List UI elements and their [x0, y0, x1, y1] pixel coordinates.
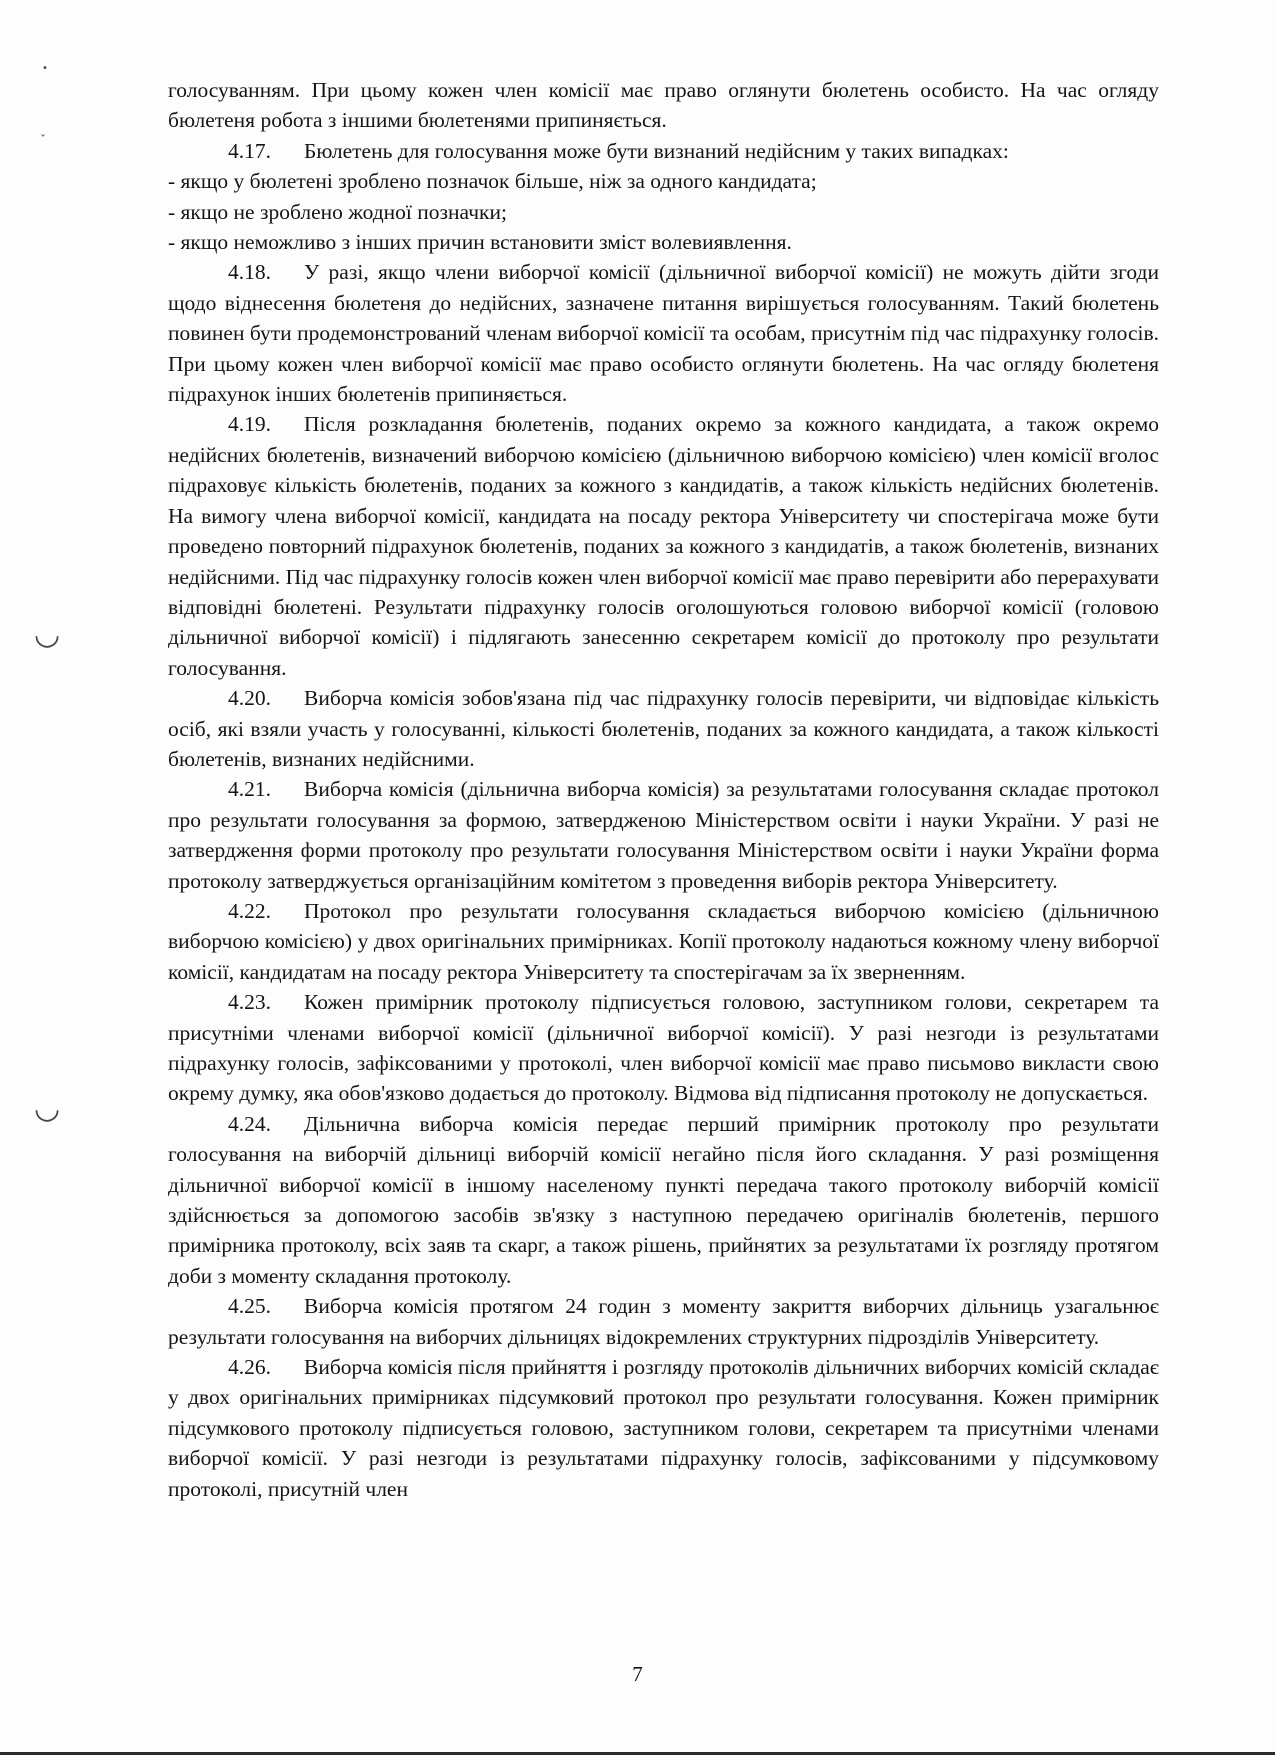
paragraph-4-22	[168, 896, 1159, 987]
paragraph-text: Бюлетень для голосування може бути визнаний недійсним у таких випадках:	[304, 138, 1009, 163]
paragraph-number: 4.26.	[228, 1355, 271, 1380]
paragraph-number: 4.18.	[228, 260, 271, 285]
document-body	[168, 75, 1159, 1504]
binder-hole-mark-upper: ◡	[34, 617, 61, 652]
page-number: 7	[632, 1662, 643, 1686]
paragraph-number: 4.23.	[228, 990, 271, 1015]
paragraph-4-20	[168, 683, 1159, 774]
scan-dot-mark: •	[42, 63, 48, 74]
paragraph-4-25	[168, 1291, 1159, 1352]
paragraph-text: Протокол про результати голосування складається виборчою комісією (дільничною виборчою комісією) у двох оригінальних примірниках. Копії протоколу надаються кожному члену виборчої комісії, кандидатам на посаду ректора Університету та спостерігачам за їх зверненням.	[168, 898, 1159, 984]
paragraph-4-23	[168, 987, 1159, 1109]
list-item: - якщо у бюлетені зроблено позначок більше, ніж за одного кандидата;	[168, 169, 817, 194]
paragraph-4-26	[168, 1352, 1159, 1504]
paragraph-text: Кожен примірник протоколу підписується головою, заступником голови, секретарем та присутніми членами виборчої комісії (дільничної виборчої комісії). У разі незгоди із результатами підрахунку голосів, зафіксованими у протоколі, член виборчої комісії має право письмово викласти свою окрему думку, яка обов'язково додається до протоколу. Відмова від підписання протоколу не допускається.	[168, 990, 1159, 1106]
paragraph-number: 4.19.	[228, 412, 271, 437]
paragraph-text: У разі, якщо члени виборчої комісії (дільничної виборчої комісії) не можуть дійти згоди щодо віднесення бюлетеня до недійсних, зазначене питання вирішується голосуванням. Такий бюлетень повинен бути продемонстрований членам виборчої комісії та особам, присутнім під час підрахунку голосів. При цьому кожен член виборчої комісії має право особисто оглянути бюлетень. На час огляду бюлетеня підрахунок інших бюлетенів припиняється.	[168, 260, 1159, 407]
paragraph-text: Дільнична виборча комісія передає перший примірник протоколу про результати голосування на виборчій дільниці виборчій комісії негайно після його складання. У разі розміщення дільничної виборчої комісії в іншому населеному пункті передача такого протоколу виборчій комісії здійснюється за допомогою засобів зв'язку з наступною передачею оригіналів бюлетенів, першого примірника протоколу, всіх заяв та скарг, а також рішень, прийнятих за результатами їх розгляду протягом доби з моменту складання протоколу.	[168, 1111, 1159, 1288]
paragraph-text: Виборча комісія після прийняття і розгляду протоколів дільничних виборчих комісій складає у двох оригінальних примірниках підсумковий протокол про результати голосування. Кожен примірник підсумкового протоколу підписується головою, заступником голови, секретарем та присутніми членами виборчої комісії. У разі незгоди із результатами підрахунку голосів, зафіксованими у підсумковому протоколі, присутній член	[168, 1355, 1159, 1501]
paragraph-text: Після розкладання бюлетенів, поданих окремо за кожного кандидата, а також окремо недійсних бюлетенів, визначений виборчою комісією (дільничною виборчою комісією) член комісії вголос підраховує кількість бюлетенів, поданих за кожного з кандидатів, а також кількість недійсних бюлетенів. На вимогу члена виборчої комісії, кандидата на посаду ректора Університету чи спостерігача може бути проведено повторний підрахунок бюлетенів, поданих за кожного з кандидатів, а також бюлетенів, визнаних недійсними. Під час підрахунку голосів кожен член виборчої комісії має право перевірити або перерахувати відповідні бюлетені. Результати підрахунку голосів оголошуються головою виборчої комісії (головою дільничної виборчої комісії) і підлягають занесенню секретарем комісії до протоколу про результати голосування.	[168, 412, 1160, 680]
continuation-paragraph: голосуванням. При цьому кожен член комісії має право оглянути бюлетень особисто. На час огляду бюлетеня робота з іншими бюлетенями припиняється.	[168, 78, 1159, 133]
list-item: - якщо не зроблено жодної позначки;	[168, 199, 507, 224]
paragraph-number: 4.25.	[228, 1294, 271, 1319]
paragraph-text: Виборча комісія протягом 24 годин з моменту закриття виборчих дільниць узагальнює результати голосування на виборчих дільницях відокремлених структурних підрозділів Університету.	[168, 1294, 1159, 1349]
paragraph-4-19	[168, 409, 1159, 683]
paragraph-number: 4.17.	[228, 138, 271, 163]
paragraph-4-18	[168, 257, 1159, 409]
list-item: - якщо неможливо з інших причин встановити зміст волевиявлення.	[168, 230, 792, 255]
paragraph-text: Виборча комісія (дільнична виборча комісія) за результатами голосування складає протокол про результати голосування за формою, затвердженою Міністерством освіти і науки України. У разі не затвердження форми протоколу про результати голосування Міністерством освіти і науки України форма протоколу затверджується організаційним комітетом з проведення виборів ректора Університету.	[168, 777, 1159, 893]
paragraph-4-17	[168, 136, 1159, 166]
paragraph-text: Виборча комісія зобов'язана під час підрахунку голосів перевірити, чи відповідає кількість осіб, які взяли участь у голосуванні, кількості бюлетенів, поданих за кожного кандидата, а також кількості бюлетенів, визнаних недійсними.	[168, 686, 1159, 771]
paragraph-number: 4.24.	[228, 1111, 271, 1136]
scan-bottom-edge	[0, 1752, 1275, 1755]
binder-hole-mark-lower: ◡	[34, 1091, 61, 1126]
paragraph-number: 4.22.	[228, 898, 271, 923]
paragraph-4-24	[168, 1109, 1159, 1291]
paragraph-number: 4.21.	[228, 777, 271, 802]
paragraph-4-21	[168, 774, 1159, 896]
paragraph-number: 4.20.	[228, 686, 271, 711]
scan-tick-mark: ˇ	[40, 133, 46, 147]
